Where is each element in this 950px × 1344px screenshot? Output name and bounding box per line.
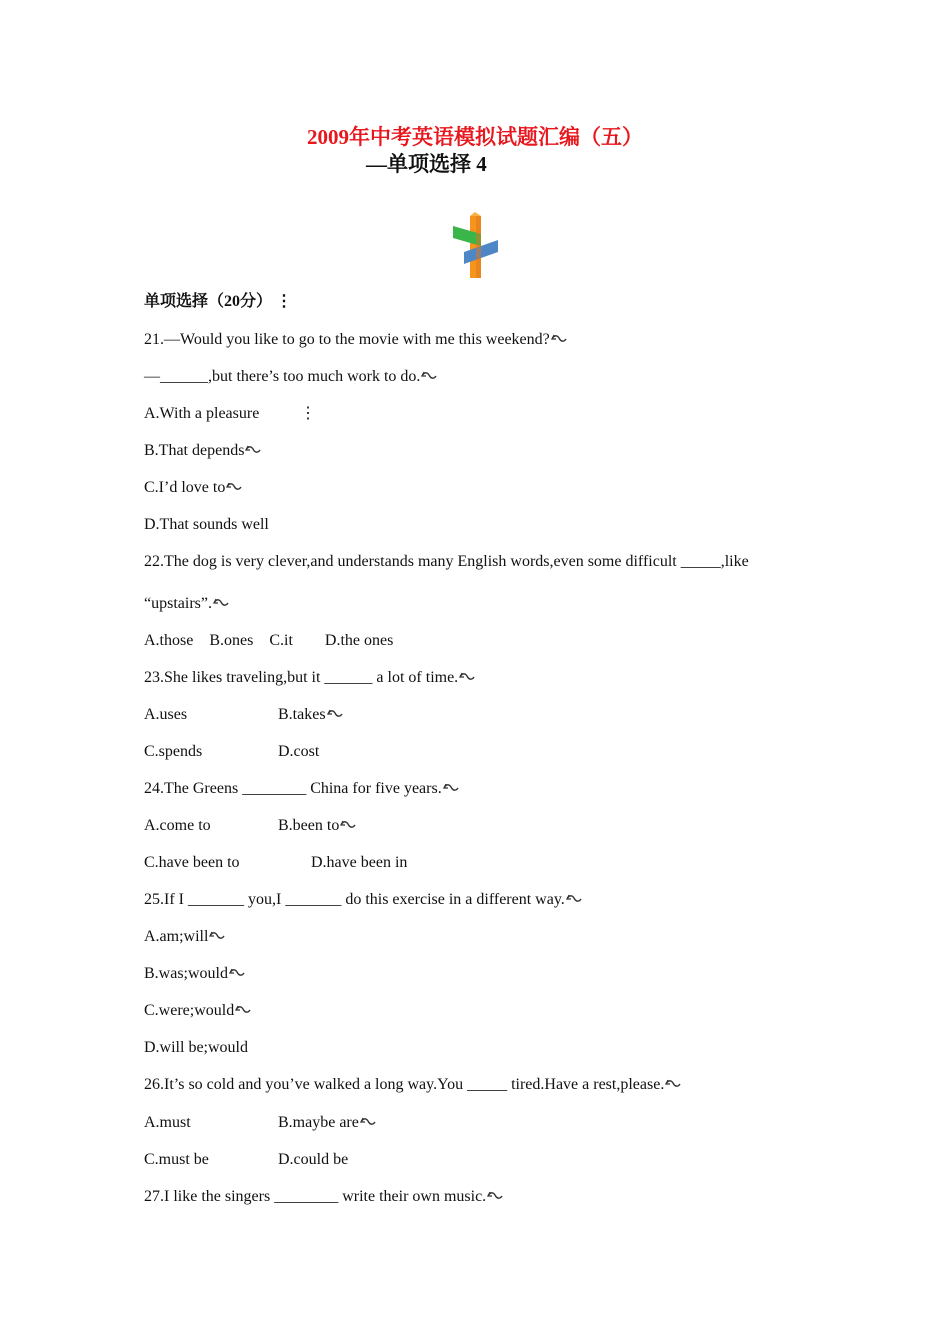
option-d: D.could be xyxy=(278,1151,349,1168)
paragraph-mark-icon xyxy=(209,930,225,942)
option-b xyxy=(278,1113,376,1133)
option-c: C.must be xyxy=(144,1151,209,1168)
option-text: A.With a pleasure xyxy=(144,405,260,422)
paragraph-mark-icon xyxy=(229,967,245,979)
question-21-option-c xyxy=(144,478,242,498)
option-text: B.takes xyxy=(278,706,326,723)
option-a: A.must xyxy=(144,1114,191,1131)
question-22-stem-cont: “upstairs”. xyxy=(144,595,212,612)
question-25-option-d xyxy=(144,1038,248,1058)
option-d: D.cost xyxy=(278,743,320,760)
paragraph-mark-icon xyxy=(213,597,229,609)
question-24-options-row-2 xyxy=(144,853,408,873)
paragraph-mark-icon xyxy=(327,708,343,720)
option-text: D.That sounds well xyxy=(144,516,269,533)
question-21-option-b xyxy=(144,441,261,461)
paragraph-mark-icon xyxy=(245,444,261,456)
paragraph-mark-icon xyxy=(459,671,475,683)
question-26 xyxy=(144,1075,681,1095)
question-25-option-a xyxy=(144,927,225,947)
question-25-option-c xyxy=(144,1001,251,1021)
document-subtitle: —单项选择 4 xyxy=(366,152,487,176)
option-c: C.spends xyxy=(144,743,203,760)
question-22-stem: 22.The dog is very clever,and understands many English words,even some difficult _____,like xyxy=(144,553,749,570)
section-heading xyxy=(144,292,292,312)
option-text: C.I’d love to xyxy=(144,479,226,496)
question-21-answer-text: —______,but there’s too much work to do. xyxy=(144,368,421,385)
paragraph-mark-icon xyxy=(360,1116,376,1128)
paragraph-mark-icon xyxy=(487,1190,503,1202)
option-text: A.am;will xyxy=(144,928,209,945)
paragraph-mark-icon xyxy=(665,1078,681,1090)
option-b xyxy=(278,816,356,836)
signpost-logo-icon xyxy=(450,212,502,280)
question-23-stem: 23.She likes traveling,but it ______ a lot of time. xyxy=(144,669,459,686)
paragraph-mark-icon xyxy=(551,333,567,345)
option-b xyxy=(278,705,343,725)
question-22-options xyxy=(144,631,393,651)
paragraph-mark-icon xyxy=(340,819,356,831)
option-text: C.were;would xyxy=(144,1002,235,1019)
question-21-answer-line xyxy=(144,367,437,387)
question-26-options-row-1 xyxy=(144,1113,359,1133)
option-text: B.That depends xyxy=(144,442,245,459)
question-24 xyxy=(144,779,459,799)
question-27-stem: 27.I like the singers ________ write their own music. xyxy=(144,1188,487,1205)
question-22 xyxy=(144,552,749,572)
question-22-continued xyxy=(144,594,229,614)
section-heading-tail: ⋮ xyxy=(276,293,293,310)
question-25-stem: 25.If I _______ you,I _______ do this exercise in a different way. xyxy=(144,891,565,908)
paragraph-mark-icon xyxy=(226,481,242,493)
paragraph-mark-icon xyxy=(235,1004,251,1016)
question-23-options-row-2 xyxy=(144,742,320,762)
option-text: A.those B.ones C.it D.the ones xyxy=(144,632,394,649)
paragraph-mark-icon xyxy=(566,893,582,905)
option-a: A.uses xyxy=(144,706,188,723)
question-26-options-row-2 xyxy=(144,1150,349,1170)
question-21 xyxy=(144,330,567,350)
question-24-options-row-1 xyxy=(144,816,340,836)
option-a-tail: ⋮ xyxy=(300,405,316,422)
question-21-option-a xyxy=(144,404,316,424)
option-text: D.will be;would xyxy=(144,1039,248,1056)
paragraph-mark-icon xyxy=(443,782,459,794)
section-heading-text: 单项选择（20分） xyxy=(144,293,273,310)
option-a: A.come to xyxy=(144,817,211,834)
option-text: B.was;would xyxy=(144,965,228,982)
question-24-stem: 24.The Greens ________ China for five years. xyxy=(144,780,442,797)
question-21-stem: 21.—Would you like to go to the movie with me this weekend? xyxy=(144,331,550,348)
question-26-stem: 26.It’s so cold and you’ve walked a long way.You _____ tired.Have a rest,please. xyxy=(144,1076,665,1093)
question-25 xyxy=(144,890,582,910)
question-21-option-d xyxy=(144,515,269,535)
option-c: C.have been to xyxy=(144,854,240,871)
document-title: 2009年中考英语模拟试题汇编（五） xyxy=(307,125,643,149)
option-text: B.maybe are xyxy=(278,1114,359,1131)
paragraph-mark-icon xyxy=(421,370,437,382)
option-text: B.been to xyxy=(278,817,340,834)
option-d: D.have been in xyxy=(311,854,408,871)
question-27 xyxy=(144,1187,503,1207)
question-25-option-b xyxy=(144,964,245,984)
question-23-options-row-1 xyxy=(144,705,326,725)
question-23 xyxy=(144,668,475,688)
